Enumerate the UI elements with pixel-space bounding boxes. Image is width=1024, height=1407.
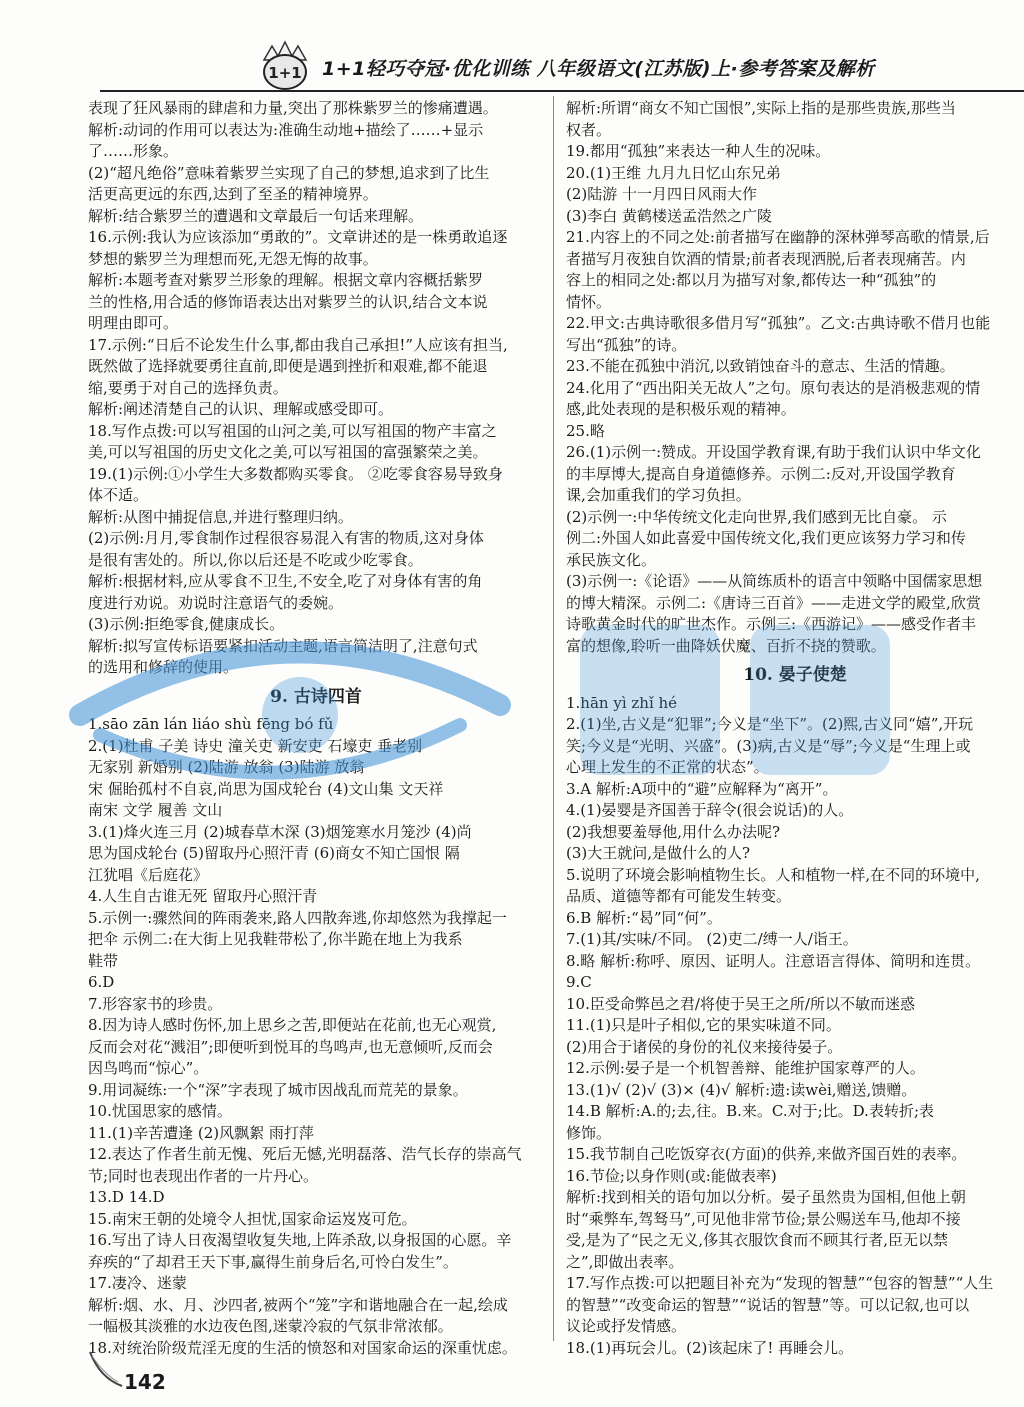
- text-line: 19.(1)示例:①小学生大多数都购买零食。 ②吃零食容易导致身: [88, 464, 503, 483]
- text-line: 把伞 示例二:在大街上见我鞋带松了,你半跪在地上为我系: [88, 930, 463, 948]
- text-line: 15.南宋王朝的处境令人担忧,国家命运岌岌可危。: [88, 1209, 417, 1228]
- text-line: 解析:找到相关的语句加以分析。晏子虽然贵为国相,但他上朝: [566, 1188, 966, 1206]
- text-line: 16.节俭;以身作则(或:能做表率): [566, 1166, 777, 1185]
- text-line: 修饰。: [566, 1123, 612, 1142]
- text-line: 24.化用了“西出阳关无故人”之句。原句表达的是消极悲观的情: [566, 378, 981, 397]
- text-line: 情怀。: [566, 292, 612, 311]
- text-line: 的选用和修辞的使用。: [88, 658, 239, 676]
- text-line: 解析:烟、水、月、沙四者,被两个“笼”字和谐地融合在一起,绘成: [88, 1295, 508, 1314]
- text-line: 江犹唱《后庭花》: [88, 865, 209, 884]
- text-line: 解析:动词的作用可以表达为:准确生动地+描绘了……+显示: [88, 120, 484, 139]
- text-line: 4.(1)晏婴是齐国善于辞令(很会说话)的人。: [566, 801, 854, 819]
- text-line: 6.D: [88, 973, 115, 991]
- text-line: 品质、道德等都有可能发生转变。: [566, 887, 792, 905]
- text-line: 16.写出了诗人日夜渴望收复失地,上阵杀敌,以身报国的心愿。辛: [88, 1231, 512, 1249]
- text-line: (3)大王就问,是做什么的人?: [566, 844, 751, 862]
- text-line: 解析:结合紫罗兰的遭遇和文章最后一句话来理解。: [88, 206, 424, 225]
- text-line: (3)示例一:《论语》——从简练质朴的语言中领略中国儒家思想: [566, 572, 983, 590]
- text-line: 写出“孤独”的诗。: [566, 335, 687, 354]
- text-line: 鞋带: [88, 951, 119, 970]
- text-line: 22.甲文:古典诗歌很多借月写“孤独”。乙文:古典诗歌不借月也能: [566, 314, 991, 332]
- header-title: 1+1轻巧夺冠·优化训练 八年级语文(江苏版)上·参考答案及解析: [322, 58, 875, 80]
- text-line: (2)用合于诸侯的身份的礼仪来接待晏子。: [566, 1037, 843, 1056]
- text-line: 解析:拟写宣传标语要紧扣活动主题,语言简洁明了,注意句式: [88, 636, 478, 655]
- page-number: 142: [124, 1370, 166, 1394]
- left-column: [88, 98, 544, 1359]
- corner-leaf-icon: [88, 1348, 124, 1388]
- text-line: 是很有害处的。所以,你以后还是不吃或少吃零食。: [88, 550, 423, 569]
- text-line: 美,可以写祖国的历史文化之美,可以写祖国的富强繁荣之美。: [88, 443, 488, 461]
- text-line: 梦想的紫罗兰为理想而死,无怨无悔的故事。: [88, 249, 378, 268]
- text-line: 5.示例一:骤然间的阵雨袭来,路人四散奔逃,你却悠然为我撑起一: [88, 908, 507, 927]
- text-line: 弃疾的“了却君王天下事,赢得生前身后名,可怜白发生”。: [88, 1252, 458, 1271]
- text-line: 15.我节制自己吃饭穿衣(方面)的供养,来做齐国百姓的表率。: [566, 1145, 967, 1163]
- text-line: 诗歌黄金时代的旷世杰作。示例三:《西游记》——感受作者丰: [566, 615, 977, 633]
- text-line: 4.人生自古谁无死 留取丹心照汗青: [88, 887, 318, 905]
- text-line: 时“乘弊车,驾驽马”,可见他非常节俭;景公赐送车马,他却不接: [566, 1209, 961, 1228]
- text-line: 8.略 解析:称呼、原因、证明人。注意语言得体、简明和连贯。: [566, 951, 981, 970]
- text-line: 5.说明了环境会影响植物生长。人和植物一样,在不同的环境中,: [566, 865, 980, 884]
- text-line: 议论或抒发情感。: [566, 1317, 687, 1335]
- text-line: 11.(1)辛苦遭逢 (2)风飘絮 雨打萍: [88, 1123, 314, 1142]
- text-line: 南宋 文学 履善 文山: [88, 801, 223, 819]
- text-line: 了……形象。: [88, 142, 179, 160]
- text-line: 19.都用“孤独”来表达一种人生的况味。: [566, 142, 831, 160]
- text-line: 之”,即做出表率。: [566, 1252, 684, 1271]
- text-line: 2.(1)杜甫 子美 诗史 潼关吏 新安吏 石壕吏 垂老别: [88, 736, 423, 755]
- text-line: 宋 倔眙孤村不自哀,尚思为国戍轮台 (4)文山集 文天祥: [88, 779, 444, 798]
- text-line: 表现了狂风暴雨的肆虐和力量,突出了那株紫罗兰的惨痛遭遇。: [88, 99, 498, 117]
- text-line: 富的想像,聆听一曲降妖伏魔、百折不挠的赞歌。: [566, 636, 886, 655]
- text-line: 8.因为诗人感时伤怀,加上思乡之苦,即便站在花前,也无心观赏,: [88, 1016, 497, 1034]
- text-line: 一幅极其淡雅的水边夜色图,迷蒙冷寂的气氛非常浓郁。: [88, 1317, 453, 1335]
- text-line: 例二:外国人如此喜爱中国传统文化,我们更应该努力学习和传: [566, 529, 966, 547]
- text-line: 18.(1)再玩会儿。(2)该起床了! 再睡会儿。: [566, 1338, 854, 1357]
- text-line: 13.D 14.D: [88, 1188, 165, 1206]
- text-line: 10.臣受命弊邑之君/将使于吴王之所/所以不敏而迷惑: [566, 994, 915, 1013]
- section-title: 10. 晏子使楚: [743, 665, 847, 685]
- text-line: 的智慧”“改变命运的智慧”“说话的智慧”等。可以记叙,也可以: [566, 1295, 970, 1314]
- section-title: 9. 古诗四首: [270, 686, 362, 707]
- text-line: 思为国戍轮台 (5)留取丹心照汗青 (6)商女不知亡国恨 隔: [88, 844, 460, 862]
- text-line: 的丰厚博大,提高自身道德修养。示例二:反对,开设国学教育: [566, 464, 956, 483]
- text-line: 兰的性格,用合适的修饰语表达出对紫罗兰的认识,结合文本说: [88, 292, 488, 311]
- text-line: (3)李白 黄鹤楼送孟浩然之广陵: [566, 206, 773, 225]
- text-line: 无家别 新婚别 (2)陆游 放翁 (3)陆游 放翁: [88, 758, 365, 776]
- text-line: 的博大精深。示例二:《唐诗三百首》——走进文学的殿堂,欣赏: [566, 593, 981, 612]
- text-line: 承民族文化。: [566, 550, 657, 569]
- text-line: 者描写月夜独自饮酒的情景;前者表现洒脱,后者表现痛苦。内: [566, 249, 966, 268]
- text-line: 1.hān yì zhǐ hé: [566, 693, 678, 712]
- crown-logo-icon: [258, 40, 312, 92]
- text-line: 容上的相同之处:都以月为描写对象,都传达一种“孤独”的: [566, 271, 937, 289]
- text-line: 解析:根据材料,应从零食不卫生,不安全,吃了对身体有害的角: [88, 572, 483, 590]
- text-line: 6.B 解析:“曷”同“何”。: [566, 908, 722, 927]
- text-line: (2)我想要羞辱他,用什么办法呢?: [566, 822, 781, 841]
- text-line: 7.(1)其/实味/不同。 (2)吏二/缚一人/诣王。: [566, 930, 858, 948]
- page-header: [0, 0, 1024, 95]
- text-line: 2.(1)坐,古义是“犯罪”;今义是“坐下”。(2)熙,古义同“嬉”,开玩: [566, 715, 974, 733]
- text-line: 17.凄冷、迷蒙: [88, 1274, 187, 1292]
- header-rule: [100, 90, 1024, 92]
- text-line: 解析:从图中捕捉信息,并进行整理归纳。: [88, 507, 353, 526]
- text-line: (3)示例:拒绝零食,健康成长。: [88, 615, 285, 633]
- text-line: 18.写作点拨:可以写祖国的山河之美,可以写祖国的物产丰富之: [88, 421, 497, 440]
- text-line: 受,是为了“民之无义,侈其衣服饮食而不顾其行者,臣无以禁: [566, 1231, 948, 1249]
- text-line: 因鸟鸣而“惊心”。: [88, 1059, 209, 1077]
- text-line: 3.A 解析:A项中的“避”应解释为“离开”。: [566, 779, 838, 798]
- text-line: 心理上发生的不正常的状态”。: [566, 758, 769, 776]
- text-line: 感,此处表现的是积极乐观的精神。: [566, 400, 796, 418]
- text-line: 体不适。: [88, 486, 149, 504]
- text-line: 9.C: [566, 973, 592, 991]
- text-line: 18.对统治阶级荒淫无度的生活的愤怒和对国家命运的深重忧虑。: [88, 1338, 517, 1357]
- column-divider: [553, 96, 554, 1341]
- text-line: 解析:阐述清楚自己的认识、理解或感受即可。: [88, 400, 394, 418]
- text-line: 17.示例:“日后不论发生什么事,都由我自己承担!”人应该有担当,: [88, 335, 508, 354]
- text-line: 25.略: [566, 421, 605, 440]
- text-line: 笑;今义是“光明、兴盛”。(3)病,古义是“辱”;今义是“生理上或: [566, 736, 971, 755]
- text-line: 12.表达了作者生前无愧、死后无憾,光明磊落、浩气长存的崇高气: [88, 1145, 522, 1163]
- text-line: 10.忧国思家的感情。: [88, 1102, 232, 1120]
- text-line: 12.示例:晏子是一个机智善辩、能维护国家尊严的人。: [566, 1059, 925, 1077]
- text-line: 9.用词凝练:一个“深”字表现了城市因战乱而荒芜的景象。: [88, 1080, 468, 1099]
- text-line: 活更高更远的东西,达到了至圣的精神境界。: [88, 185, 378, 203]
- text-line: 23.不能在孤独中消沉,以致销蚀奋斗的意志、生活的情趣。: [566, 357, 955, 375]
- text-line: (2)“超凡绝俗”意味着紫罗兰实现了自己的梦想,追求到了比生: [88, 163, 490, 182]
- text-line: 14.B 解析:A.的;去,往。B.来。C.对于;比。D.表转折;表: [566, 1102, 934, 1120]
- text-line: 明理由即可。: [88, 314, 179, 332]
- right-column: [566, 98, 1024, 1359]
- text-line: 3.(1)烽火连三月 (2)城春草木深 (3)烟笼寒水月笼沙 (4)尚: [88, 822, 472, 841]
- text-line: 16.示例:我认为应该添加“勇敢的”。文章讲述的是一株勇敢追逐: [88, 228, 508, 246]
- text-line: 11.(1)只是叶子相似,它的果实味道不同。: [566, 1016, 841, 1034]
- text-line: 7.形容家书的珍贵。: [88, 994, 223, 1013]
- text-line: 课,会加重我们的学习负担。: [566, 486, 751, 504]
- text-line: (2)示例一:中华传统文化走向世界,我们感到无比自豪。 示: [566, 507, 947, 526]
- text-line: 反而会对花“溅泪”;即便听到悦耳的鸟鸣声,也无意倾听,反而会: [88, 1037, 493, 1056]
- text-line: 节;同时也表现出作者的一片丹心。: [88, 1166, 319, 1185]
- text-line: 既然做了选择就要勇往直前,即便是遇到挫折和艰难,都不能退: [88, 357, 488, 375]
- text-line: 1.sāo zān lán liáo shù fēng bó fǔ: [88, 715, 334, 733]
- text-line: 17.写作点拨:可以把题目补充为“发现的智慧”“包容的智慧”“人生: [566, 1274, 994, 1292]
- svg-text:1+1: 1+1: [268, 64, 302, 82]
- text-line: (2)示例:月月,零食制作过程很容易混入有害的物质,这对身体: [88, 529, 484, 547]
- text-line: 缩,要勇于对自己的选择负责。: [88, 378, 288, 397]
- text-line: 解析:本题考查对紫罗兰形象的理解。根据文章内容概括紫罗: [88, 271, 484, 289]
- text-line: 20.(1)王维 九月九日忆山东兄弟: [566, 163, 781, 182]
- text-line: 解析:所谓“商女不知亡国恨”,实际上指的是那些贵族,那些当: [566, 99, 956, 117]
- text-line: 度进行劝说。劝说时注意语气的委婉。: [88, 593, 344, 612]
- text-line: 权者。: [566, 120, 612, 139]
- text-line: 13.(1)√ (2)√ (3)× (4)√ 解析:遗:读wèi,赠送,馈赠。: [566, 1080, 917, 1099]
- text-line: (2)陆游 十一月四日风雨大作: [566, 185, 758, 203]
- text-line: 21.内容上的不同之处:前者描写在幽静的深林弹琴高歌的情景,后: [566, 228, 990, 246]
- text-line: 26.(1)示例一:赞成。开设国学教育课,有助于我们认识中华文化: [566, 443, 981, 461]
